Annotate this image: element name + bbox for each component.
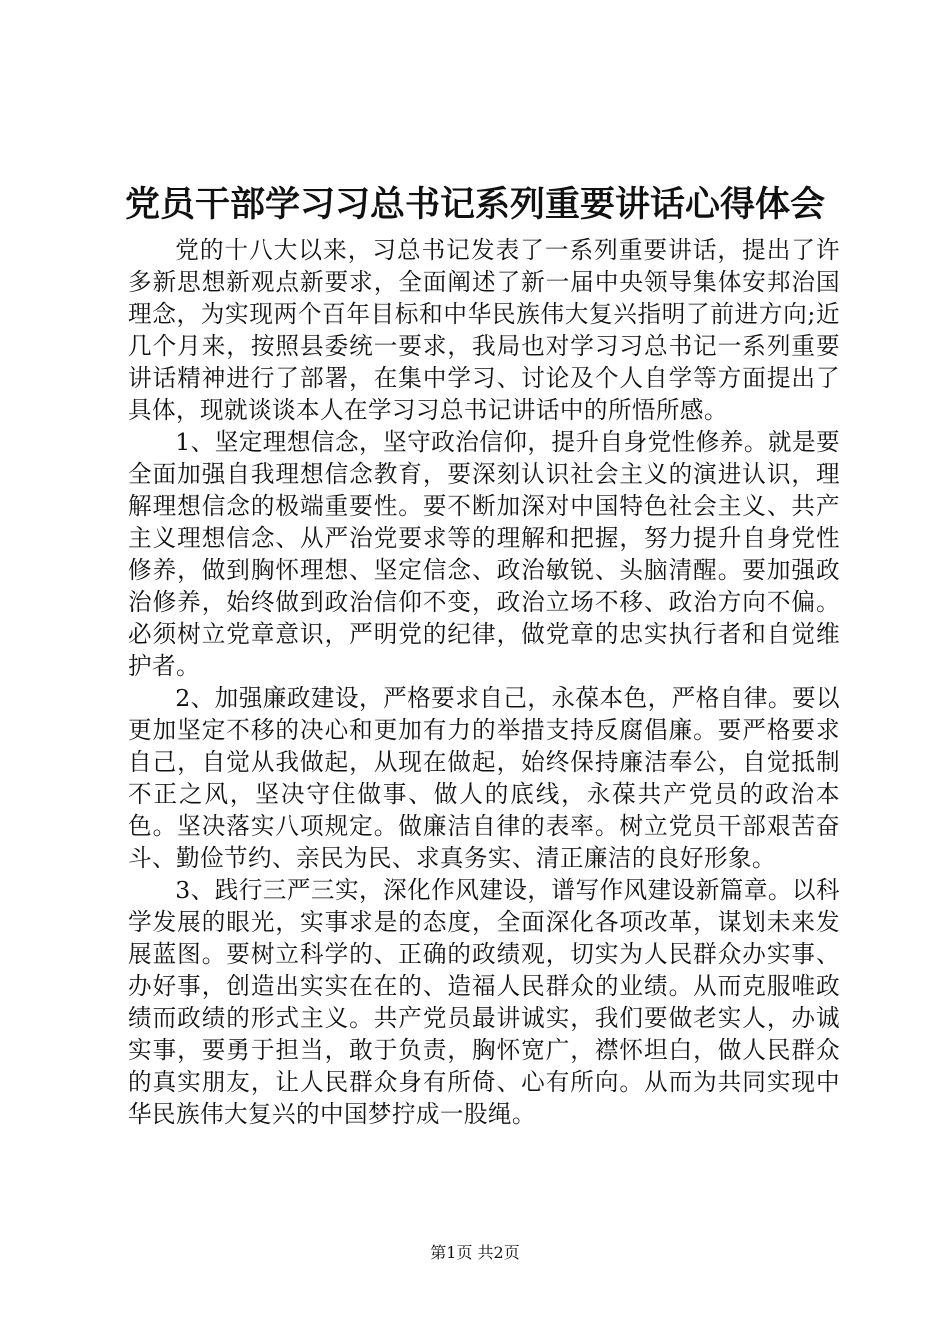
paragraph-point-1: 1、坚定理想信念，坚守政治信仰，提升自身党性修养。就是要全面加强自我理想信念教育，要深刻认识社会主义的演进认识，理解理想信念的极端重要性。要不断加深对中国特色社会主义、共产主义理想信念、从严治党要求等的理解和把握，努力提升自身党性修养，做到胸怀理想、坚定信念、政治敏锐、头脑清醒。要加强政治修养，始终做到政治信仰不变，政治立场不移、政治方向不偏。必须树立党章意识，严明党的纪律，做党章的忠实执行者和自觉维护者。 bbox=[128, 428, 840, 680]
document-body bbox=[128, 234, 840, 1130]
page-number-footer: 第1页 共2页 bbox=[430, 1243, 520, 1262]
paragraph-point-3: 3、践行三严三实，深化作风建设，谱写作风建设新篇章。以科学发展的眼光，实事求是的态度，全面深化各项改革，谋划未来发展蓝图。要树立科学的、正确的政绩观，切实为人民群众办实事、办好事，创造出实实在在的、造福人民群众的业绩。从而克服唯政绩而政绩的形式主义。共产党员最讲诚实，我们要做老实人，办诚实事，要勇于担当，敢于负责，胸怀宽广，襟怀坦白，做人民群众的真实朋友，让人民群众身有所倚、心有所向。从而为共同实现中华民族伟大复兴的中国梦拧成一股绳。 bbox=[128, 876, 840, 1128]
document-title: 党员干部学习习总书记系列重要讲话心得体会 bbox=[124, 184, 825, 225]
paragraph-intro: 党的十八大以来，习总书记发表了一系列重要讲话，提出了许多新思想新观点新要求，全面阐述了新一届中央领导集体安邦治国理念，为实现两个百年目标和中华民族伟大复兴指明了前进方向;近几个月来，按照县委统一要求，我局也对学习习总书记一系列重要讲话精神进行了部署，在集中学习、讨论及个人自学等方面提出了具体，现就谈谈本人在学习习总书记讲话中的所悟所感。 bbox=[128, 236, 840, 424]
paragraph-point-2: 2、加强廉政建设，严格要求自己，永葆本色，严格自律。要以更加坚定不移的决心和更加有力的举措支持反腐倡廉。要严格要求自己，自觉从我做起，从现在做起，始终保持廉洁奉公，自觉抵制不正之风，坚决守住做事、做人的底线，永葆共产党员的政治本色。坚决落实八项规定。做廉洁自律的表率。树立党员干部艰苦奋斗、勤俭节约、亲民为民、求真务实、清正廉洁的良好形象。 bbox=[128, 684, 840, 872]
